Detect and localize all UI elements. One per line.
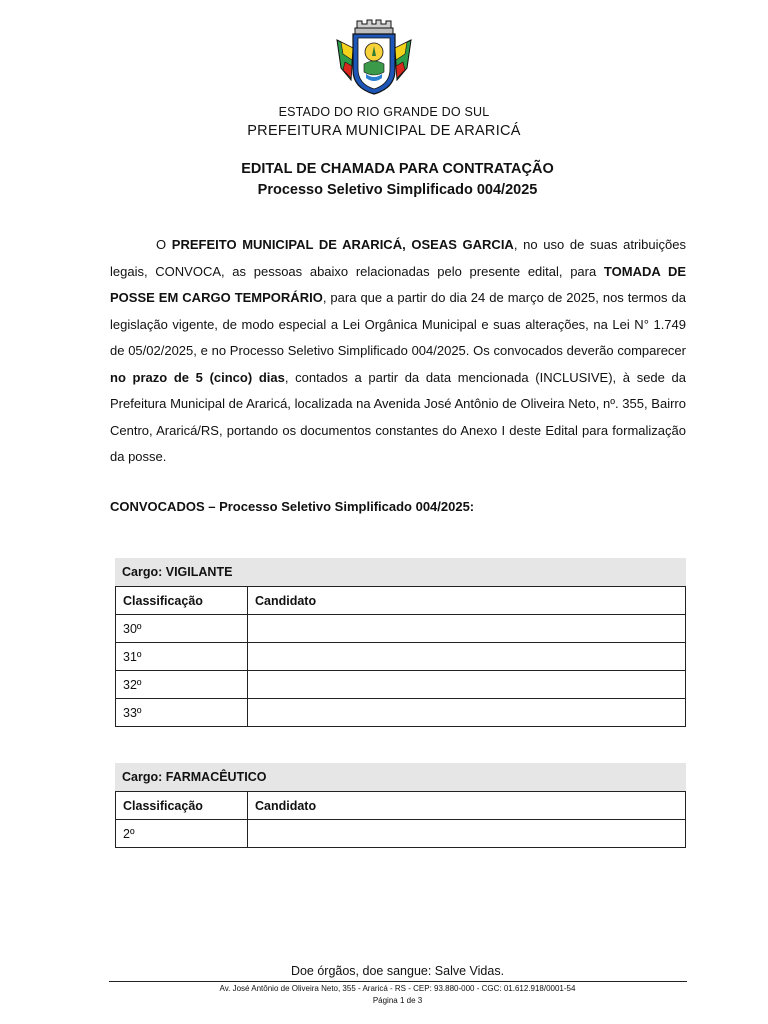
- classificacao-cell: 33º: [116, 699, 248, 727]
- column-header-candidato: Candidato: [248, 792, 686, 820]
- cargo-header: Cargo: FARMACÊUTICO: [115, 763, 686, 791]
- table-row: [116, 699, 686, 727]
- candidato-cell: [248, 615, 686, 643]
- candidato-cell: [248, 820, 686, 848]
- column-header-candidato: Candidato: [248, 587, 686, 615]
- body-bold-prazo: no prazo de 5 (cinco) dias: [110, 369, 285, 385]
- coat-of-arms-icon: [333, 18, 415, 96]
- footer-slogan: Doe órgãos, doe sangue: Salve Vidas.: [290, 964, 505, 978]
- body-text-1: O: [156, 237, 172, 252]
- edital-body-paragraph: [110, 232, 686, 471]
- table-row: [116, 671, 686, 699]
- body-text-2: , no uso de suas atribuições legais, CONVOCA, as pessoas abaixo relacionadas pelo presente edital, para: [110, 237, 686, 279]
- prefeitura-name: PREFEITURA MUNICIPAL DE ARARICÁ: [247, 123, 521, 139]
- document-subtitle: Processo Seletivo Simplificado 004/2025: [257, 182, 538, 198]
- cargo-table-vigilante: [115, 558, 686, 727]
- candidato-cell: [248, 671, 686, 699]
- document-title: EDITAL DE CHAMADA PARA CONTRATAÇÃO: [241, 161, 554, 177]
- candidato-cell: [248, 643, 686, 671]
- table-row: [116, 615, 686, 643]
- body-text-3: , para que a partir do dia 24 de março de 2025, nos termos da legislação vigente, de modo especial a Lei Orgânica Municipal e suas alterações, na Lei N° 1.749 de 05/02/2025, e no Processo Seletivo Simplificado 004/2025. Os convocados deverão comparecer: [110, 290, 686, 358]
- cargo-table-farmaceutico: [115, 763, 686, 848]
- column-header-classificacao: Classificação: [116, 587, 248, 615]
- table-header-row: [116, 792, 686, 820]
- table-header-row: [116, 587, 686, 615]
- classificacao-cell: 2º: [116, 820, 248, 848]
- footer-divider: [109, 981, 687, 982]
- body-bold-prefeito: PREFEITO MUNICIPAL DE ARARICÁ, OSEAS GARCIA: [171, 237, 514, 252]
- classificacao-cell: 31º: [116, 643, 248, 671]
- page-number: Página 1 de 3: [372, 996, 423, 1005]
- cargo-header: Cargo: VIGILANTE: [115, 558, 686, 586]
- state-name: ESTADO DO RIO GRANDE DO SUL: [278, 105, 490, 119]
- column-header-classificacao: Classificação: [116, 792, 248, 820]
- table-row: [116, 643, 686, 671]
- convocados-heading: CONVOCADOS – Processo Seletivo Simplificado 004/2025:: [110, 499, 475, 514]
- classification-table: [115, 791, 686, 848]
- footer-address: Av. José Antônio de Oliveira Neto, 355 - Araricá - RS - CEP: 93.880-000 - CGC: 01.612.918/0001-54: [219, 984, 576, 993]
- body-bold-tomada-posse: TOMADA DE POSSE EM CARGO TEMPORÁRIO: [110, 263, 687, 305]
- candidato-cell: [248, 699, 686, 727]
- classificacao-cell: 30º: [116, 615, 248, 643]
- table-row: [116, 820, 686, 848]
- classification-table: [115, 586, 686, 727]
- classificacao-cell: 32º: [116, 671, 248, 699]
- body-text-4: , contados a partir da data mencionada (INCLUSIVE), à sede da Prefeitura Municipal de Araricá, localizada na Avenida José Antônio de Oliveira Neto, nº. 355, Bairro Centro, Araricá/RS, portando os documentos constantes do Anexo I deste Edital para formalização da posse.: [110, 369, 686, 464]
